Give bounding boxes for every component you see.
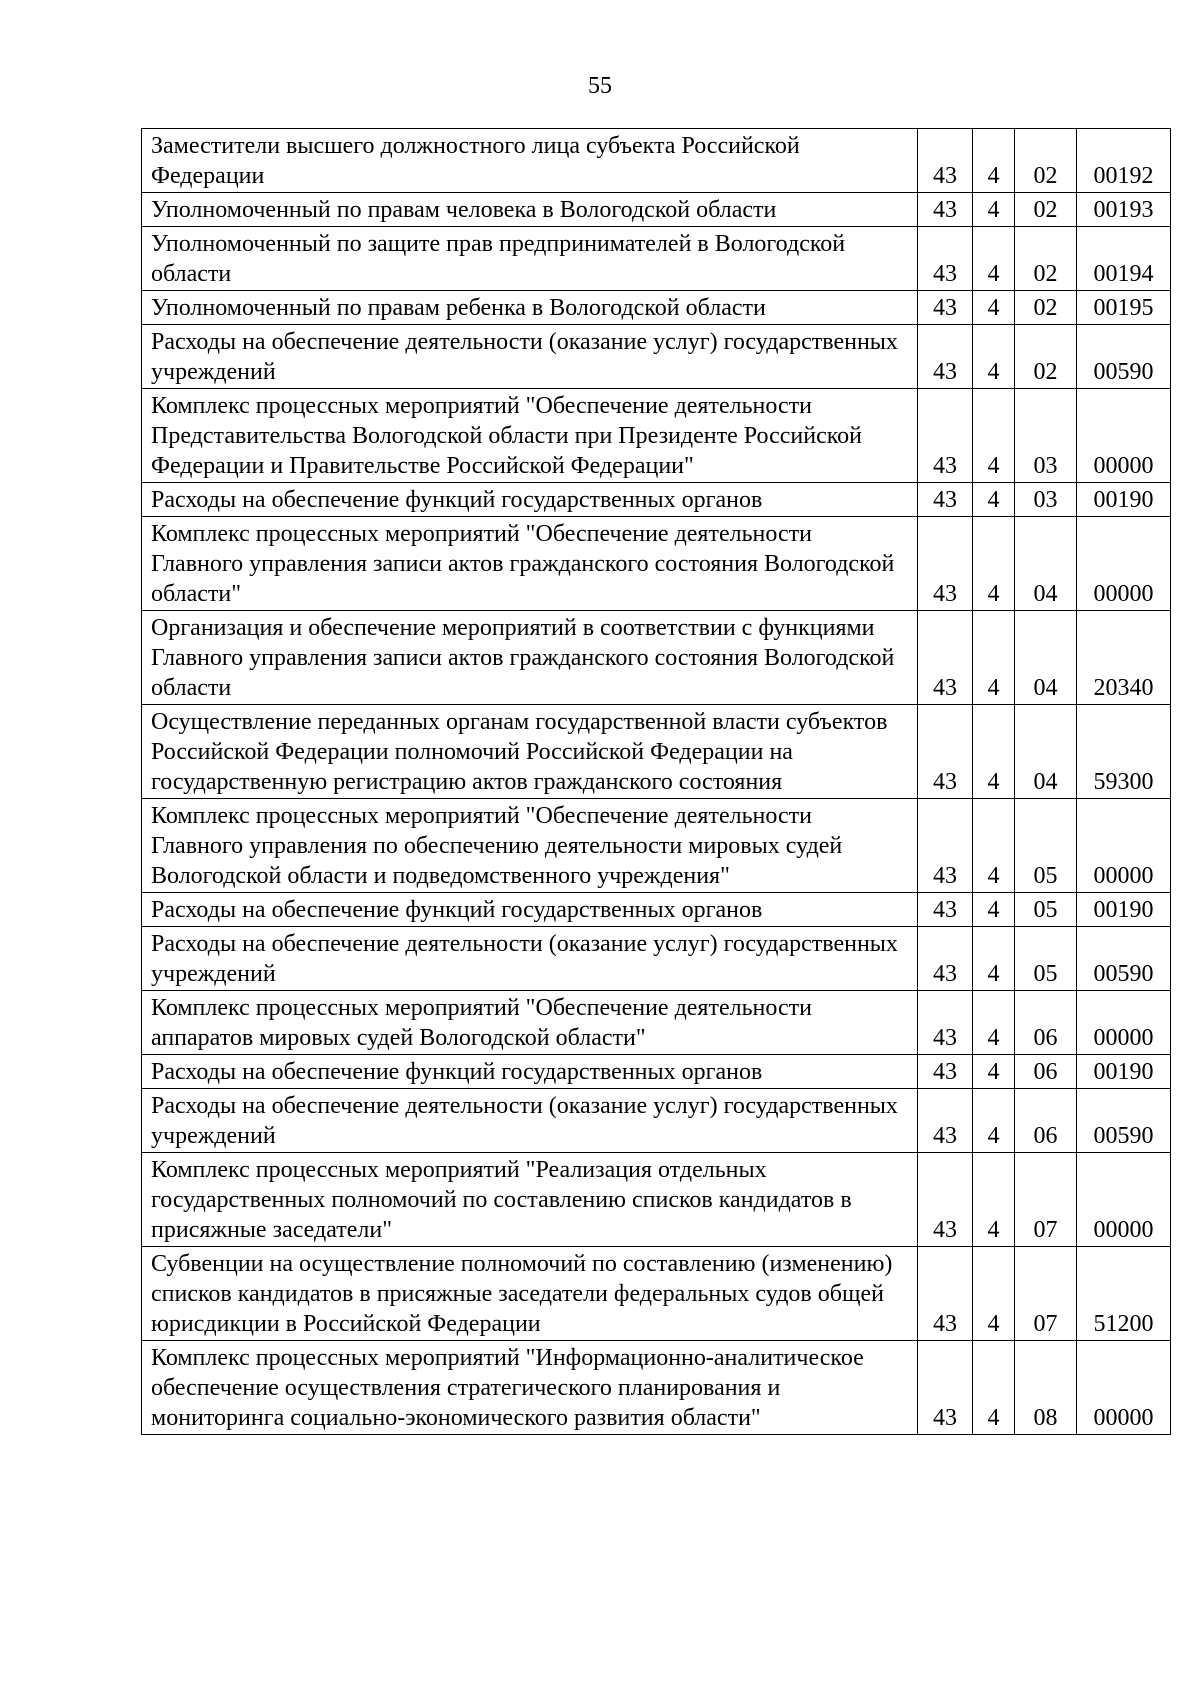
- code-cell-1: 43: [918, 1341, 973, 1435]
- table-row: [142, 389, 1171, 483]
- code-cell-1: 43: [918, 483, 973, 517]
- code-cell-4: 00000: [1077, 517, 1171, 611]
- code-cell-2: 4: [973, 1055, 1015, 1089]
- table-row: [142, 1247, 1171, 1341]
- code-cell-4: 00192: [1077, 129, 1171, 193]
- code-cell-4: 00000: [1077, 1341, 1171, 1435]
- code-cell-3: 02: [1015, 193, 1077, 227]
- code-cell-2: 4: [973, 799, 1015, 893]
- code-cell-3: 04: [1015, 611, 1077, 705]
- item-name-cell: Комплекс процессных мероприятий "Обеспечение деятельности Главного управления по обеспечению деятельности мировых судей Вологодской области и подведомственного учреждения": [142, 799, 918, 893]
- code-cell-3: 07: [1015, 1153, 1077, 1247]
- code-cell-1: 43: [918, 193, 973, 227]
- table-row: [142, 1055, 1171, 1089]
- code-cell-1: 43: [918, 129, 973, 193]
- code-cell-4: 00190: [1077, 893, 1171, 927]
- code-cell-2: 4: [973, 517, 1015, 611]
- page-number: 55: [588, 73, 612, 99]
- code-cell-3: 04: [1015, 517, 1077, 611]
- code-cell-4: 00190: [1077, 1055, 1171, 1089]
- item-name-cell: Расходы на обеспечение функций государственных органов: [142, 893, 918, 927]
- code-cell-1: 43: [918, 1089, 973, 1153]
- item-name-cell: Расходы на обеспечение функций государственных органов: [142, 483, 918, 517]
- code-cell-3: 03: [1015, 483, 1077, 517]
- code-cell-3: 05: [1015, 893, 1077, 927]
- code-cell-2: 4: [973, 291, 1015, 325]
- code-cell-3: 02: [1015, 129, 1077, 193]
- code-cell-4: 00195: [1077, 291, 1171, 325]
- code-cell-4: 51200: [1077, 1247, 1171, 1341]
- table-row: [142, 129, 1171, 193]
- code-cell-1: 43: [918, 1153, 973, 1247]
- table-body: [142, 129, 1171, 1435]
- code-cell-1: 43: [918, 1247, 973, 1341]
- item-name-cell: Комплекс процессных мероприятий "Информационно-аналитическое обеспечение осуществления стратегического планирования и мониторинга социально-экономического развития области": [142, 1341, 918, 1435]
- code-cell-4: 59300: [1077, 705, 1171, 799]
- code-cell-1: 43: [918, 227, 973, 291]
- table-row: [142, 611, 1171, 705]
- table-row: [142, 227, 1171, 291]
- item-name-cell: Комплекс процессных мероприятий "Обеспечение деятельности Главного управления записи актов гражданского состояния Вологодской области": [142, 517, 918, 611]
- code-cell-3: 03: [1015, 389, 1077, 483]
- item-name-cell: Уполномоченный по правам человека в Вологодской области: [142, 193, 918, 227]
- code-cell-2: 4: [973, 129, 1015, 193]
- table-row: [142, 517, 1171, 611]
- code-cell-2: 4: [973, 1341, 1015, 1435]
- code-cell-4: 00194: [1077, 227, 1171, 291]
- table-row: [142, 291, 1171, 325]
- code-cell-1: 43: [918, 389, 973, 483]
- table-row: [142, 1341, 1171, 1435]
- table-row: [142, 705, 1171, 799]
- item-name-cell: Расходы на обеспечение функций государственных органов: [142, 1055, 918, 1089]
- code-cell-1: 43: [918, 325, 973, 389]
- item-name-cell: Расходы на обеспечение деятельности (оказание услуг) государственных учреждений: [142, 1089, 918, 1153]
- code-cell-3: 05: [1015, 799, 1077, 893]
- code-cell-4: 00190: [1077, 483, 1171, 517]
- code-cell-2: 4: [973, 389, 1015, 483]
- table-row: [142, 193, 1171, 227]
- code-cell-3: 07: [1015, 1247, 1077, 1341]
- code-cell-2: 4: [973, 227, 1015, 291]
- table-row: [142, 893, 1171, 927]
- code-cell-1: 43: [918, 927, 973, 991]
- code-cell-4: 00590: [1077, 927, 1171, 991]
- table-row: [142, 1153, 1171, 1247]
- item-name-cell: Уполномоченный по защите прав предпринимателей в Вологодской области: [142, 227, 918, 291]
- table-row: [142, 991, 1171, 1055]
- code-cell-1: 43: [918, 291, 973, 325]
- code-cell-4: 00000: [1077, 1153, 1171, 1247]
- item-name-cell: Уполномоченный по правам ребенка в Вологодской области: [142, 291, 918, 325]
- code-cell-2: 4: [973, 1247, 1015, 1341]
- code-cell-4: 00000: [1077, 799, 1171, 893]
- code-cell-3: 02: [1015, 227, 1077, 291]
- code-cell-3: 06: [1015, 1055, 1077, 1089]
- item-name-cell: Осуществление переданных органам государственной власти субъектов Российской Федерации полномочий Российской Федерации на государственную регистрацию актов гражданского состояния: [142, 705, 918, 799]
- code-cell-1: 43: [918, 1055, 973, 1089]
- code-cell-4: 00193: [1077, 193, 1171, 227]
- table-row: [142, 799, 1171, 893]
- code-cell-1: 43: [918, 705, 973, 799]
- code-cell-3: 04: [1015, 705, 1077, 799]
- code-cell-2: 4: [973, 483, 1015, 517]
- code-cell-2: 4: [973, 1153, 1015, 1247]
- code-cell-2: 4: [973, 893, 1015, 927]
- code-cell-4: 00590: [1077, 325, 1171, 389]
- item-name-cell: Расходы на обеспечение деятельности (оказание услуг) государственных учреждений: [142, 927, 918, 991]
- item-name-cell: Комплекс процессных мероприятий "Реализация отдельных государственных полномочий по составлению списков кандидатов в присяжные заседатели": [142, 1153, 918, 1247]
- code-cell-1: 43: [918, 991, 973, 1055]
- code-cell-3: 08: [1015, 1341, 1077, 1435]
- code-cell-2: 4: [973, 991, 1015, 1055]
- code-cell-1: 43: [918, 611, 973, 705]
- table-row: [142, 927, 1171, 991]
- item-name-cell: Организация и обеспечение мероприятий в соответствии с функциями Главного управления записи актов гражданского состояния Вологодской области: [142, 611, 918, 705]
- table-row: [142, 1089, 1171, 1153]
- code-cell-1: 43: [918, 517, 973, 611]
- code-cell-2: 4: [973, 927, 1015, 991]
- code-cell-4: 00000: [1077, 389, 1171, 483]
- item-name-cell: Комплекс процессных мероприятий "Обеспечение деятельности Представительства Вологодской области при Президенте Российской Федерации и Правительстве Российской Федерации": [142, 389, 918, 483]
- code-cell-1: 43: [918, 893, 973, 927]
- item-name-cell: Заместители высшего должностного лица субъекта Российской Федерации: [142, 129, 918, 193]
- code-cell-3: 06: [1015, 991, 1077, 1055]
- code-cell-4: 00590: [1077, 1089, 1171, 1153]
- item-name-cell: Комплекс процессных мероприятий "Обеспечение деятельности аппаратов мировых судей Вологодской области": [142, 991, 918, 1055]
- table-row: [142, 483, 1171, 517]
- code-cell-2: 4: [973, 325, 1015, 389]
- code-cell-4: 20340: [1077, 611, 1171, 705]
- item-name-cell: Расходы на обеспечение деятельности (оказание услуг) государственных учреждений: [142, 325, 918, 389]
- table-row: [142, 325, 1171, 389]
- code-cell-3: 02: [1015, 291, 1077, 325]
- item-name-cell: Субвенции на осуществление полномочий по составлению (изменению) списков кандидатов в присяжные заседатели федеральных судов общей юрисдикции в Российской Федерации: [142, 1247, 918, 1341]
- code-cell-3: 06: [1015, 1089, 1077, 1153]
- code-cell-2: 4: [973, 611, 1015, 705]
- code-cell-2: 4: [973, 705, 1015, 799]
- code-cell-4: 00000: [1077, 991, 1171, 1055]
- code-cell-3: 05: [1015, 927, 1077, 991]
- code-cell-1: 43: [918, 799, 973, 893]
- code-cell-2: 4: [973, 1089, 1015, 1153]
- code-cell-3: 02: [1015, 325, 1077, 389]
- budget-classification-table: [141, 128, 1171, 1435]
- code-cell-2: 4: [973, 193, 1015, 227]
